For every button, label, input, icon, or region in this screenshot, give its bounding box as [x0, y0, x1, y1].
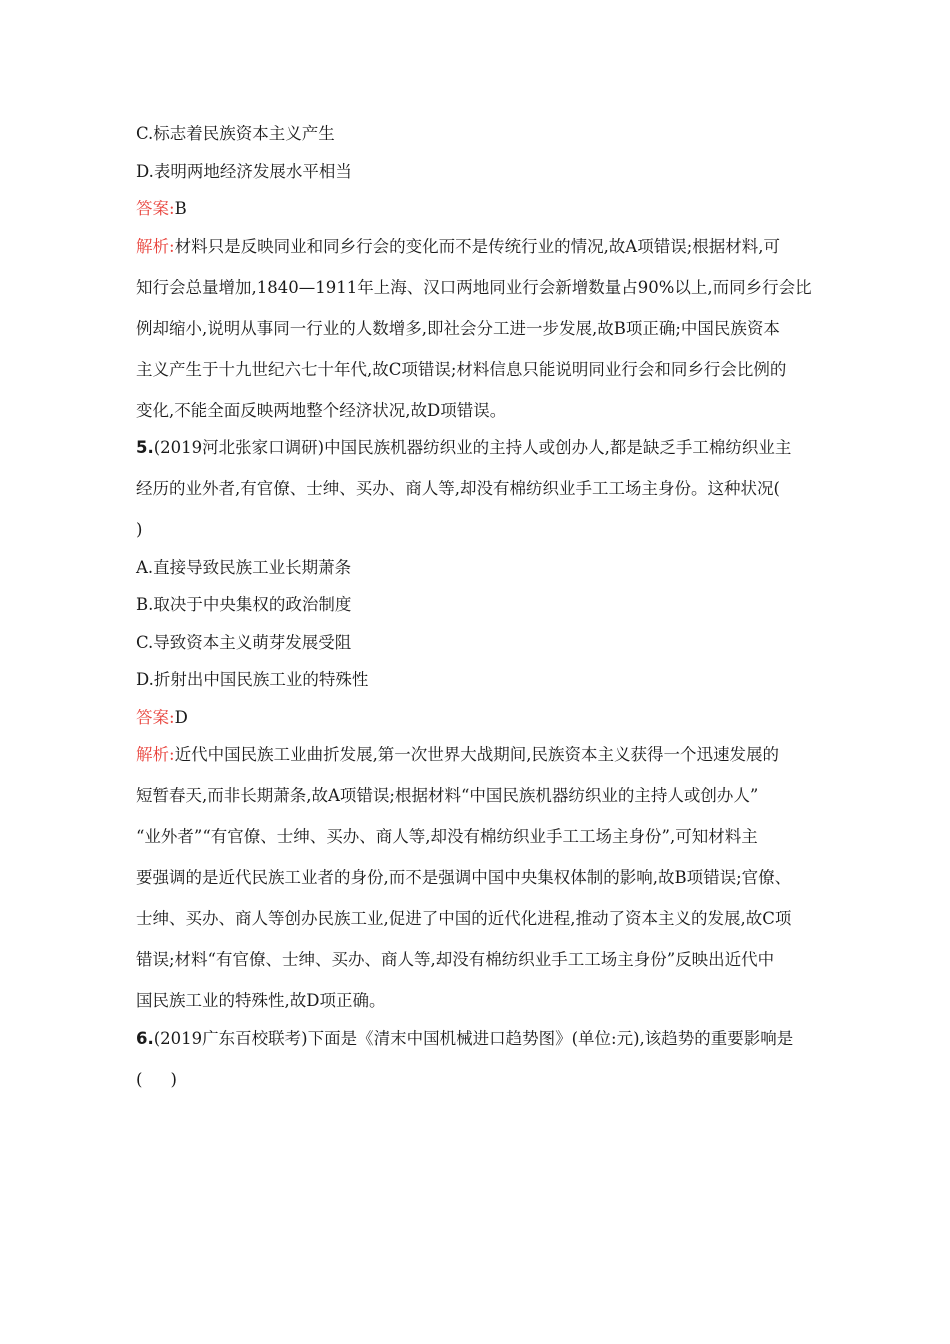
analysis-line: 主义产生于十九世纪六七十年代,故C项错误;材料信息只能说明同业行会和同乡行会比例的 — [136, 359, 787, 379]
analysis-line: 短暂春天,而非长期萧条,故A项错误;根据材料“中国民族机器纺织业的主持人或创办人” — [136, 786, 759, 805]
q4-option-d: D.表明两地经济发展水平相当 — [136, 161, 352, 181]
answer-label: 答案: — [136, 707, 175, 727]
analysis-line: 解析:近代中国民族工业曲折发展,第一次世界大战期间,民族资本主义获得一个迅速发展的 — [136, 745, 780, 764]
q4-answer — [136, 199, 816, 219]
q5-option-c: C.导致资本主义萌芽发展受阻 — [136, 632, 352, 652]
analysis-line: 错误;材料“有官僚、士绅、买办、商人等,却没有棉纺织业手工工场主身份”反映出近代中 — [136, 950, 775, 969]
q4-analysis — [136, 237, 816, 421]
question-line: ) — [136, 520, 143, 539]
analysis-line: 知行会总量增加,1840—1911年上海、汉口两地同业行会新增数量占90%以上,而同乡行会比 — [136, 277, 812, 297]
analysis-line: 例却缩小,说明从事同一行业的人数增多,即社会分工进一步发展,故B项正确;中国民族资本 — [136, 318, 780, 338]
q6-stem — [136, 1029, 816, 1090]
analysis-label: 解析: — [136, 745, 175, 764]
q5-answer — [136, 708, 816, 728]
question-line: 经历的业外者,有官僚、士绅、买办、商人等,却没有棉纺织业手工工场主身份。这种状况( — [136, 479, 780, 498]
analysis-line: “业外者”“有官僚、士绅、买办、商人等,却没有棉纺织业手工工场主身份”,可知材料主 — [136, 827, 758, 846]
answer-value: B — [174, 199, 187, 218]
answer-value: D — [174, 707, 188, 727]
analysis-line: 要强调的是近代民族工业者的身份,而不是强调中国中央集权体制的影响,故B项错误;官僚、 — [136, 868, 792, 887]
answer-label: 答案: — [136, 199, 175, 218]
q5-option-b: B.取决于中央集权的政治制度 — [136, 595, 352, 614]
q5-option-a: A.直接导致民族工业长期萧条 — [136, 557, 352, 577]
analysis-line: 国民族工业的特殊性,故D项正确。 — [136, 991, 386, 1010]
question-line: 6.(2019广东百校联考)下面是《清末中国机械进口趋势图》(单位:元),该趋势的重要影响是 — [136, 1028, 794, 1048]
question-number: 6. — [136, 1028, 154, 1048]
question-number: 5. — [136, 438, 154, 457]
analysis-line: 变化,不能全面反映两地整个经济状况,故D项错误。 — [136, 400, 507, 420]
q5-analysis — [136, 745, 816, 1011]
analysis-line: 士绅、买办、商人等创办民族工业,促进了中国的近代化进程,推动了资本主义的发展,故C项 — [136, 909, 792, 928]
analysis-line: 解析:材料只是反映同业和同乡行会的变化而不是传统行业的情况,故A项错误;根据材料,可 — [136, 236, 781, 256]
q4-option-c: C.标志着民族资本主义产生 — [136, 124, 335, 143]
q5-stem — [136, 438, 816, 540]
question-line: 5.(2019河北张家口调研)中国民族机器纺织业的主持人或创办人,都是缺乏手工棉纺织业主 — [136, 438, 792, 457]
document-page — [136, 124, 816, 1107]
analysis-label: 解析: — [136, 236, 175, 256]
answer-paren: ( ) — [136, 1069, 177, 1089]
q5-option-d: D.折射出中国民族工业的特殊性 — [136, 670, 369, 689]
